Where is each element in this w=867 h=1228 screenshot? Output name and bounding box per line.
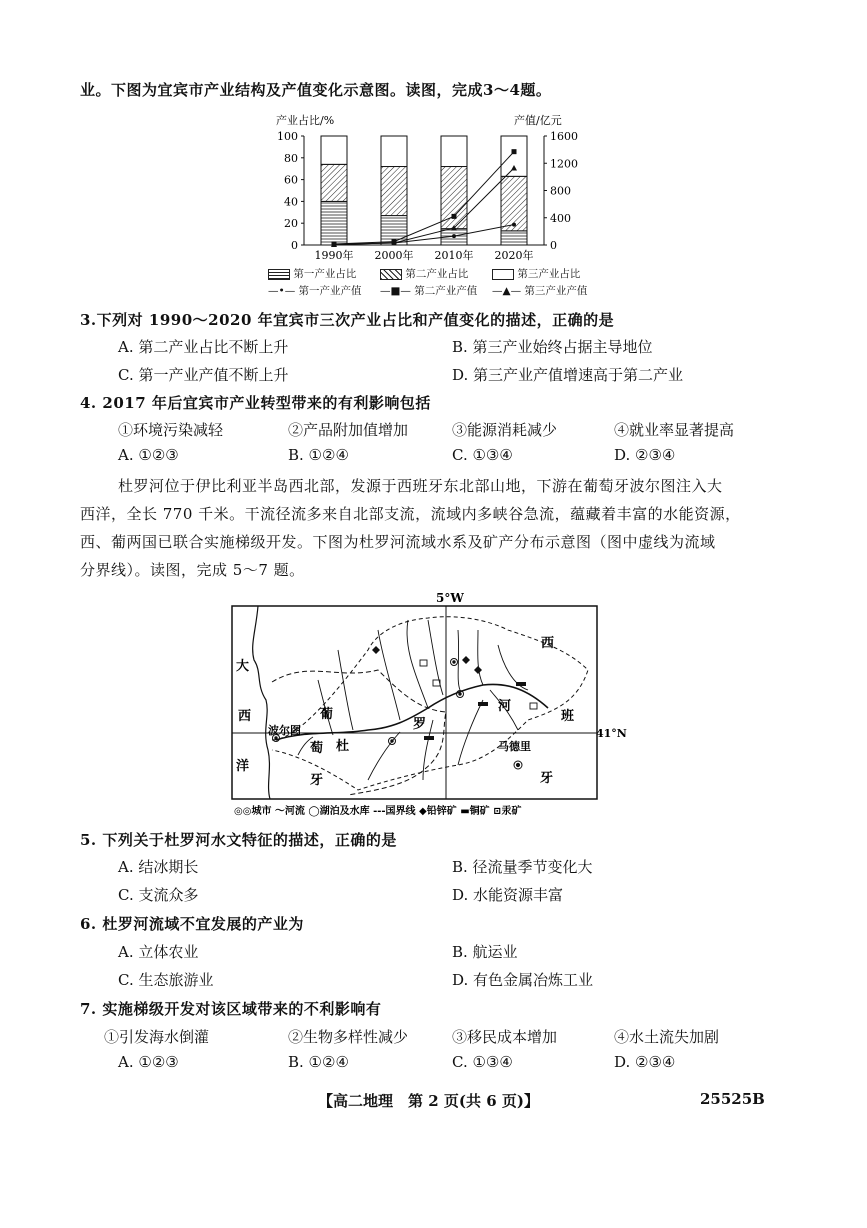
q7-item-4: ④水土流失加剧 bbox=[614, 1028, 720, 1046]
bar-tertiary-share bbox=[321, 136, 347, 164]
bar-secondary-share bbox=[321, 164, 347, 201]
left-tick-label: 80 bbox=[284, 151, 298, 165]
label-ya-pt: 牙 bbox=[310, 773, 324, 788]
label-ya-es: 牙 bbox=[540, 771, 554, 786]
bar-primary-share bbox=[501, 231, 527, 245]
exam-code: 25525B bbox=[700, 1090, 765, 1108]
q5-option-a[interactable]: A. 结冰期长 bbox=[118, 858, 199, 876]
right-tick-label: 0 bbox=[550, 239, 557, 252]
label-du: 杜 bbox=[336, 739, 350, 754]
q4-item-4: ④就业率显著提高 bbox=[614, 421, 735, 439]
q6-option-c[interactable]: C. 生态旅游业 bbox=[118, 971, 214, 989]
passage-line-2: 西洋，全长 770 千米。干流径流多来自北部支流，流域内多峡谷急流，蕴藏着丰富的水能资源， bbox=[80, 505, 741, 523]
passage-line-1: 杜罗河位于伊比利亚半岛西北部，发源于西班牙东北部山地，下游在葡萄牙波尔图注入大 bbox=[118, 477, 723, 495]
q4-option-b[interactable]: B. ①②④ bbox=[288, 446, 349, 464]
q7-option-a[interactable]: A. ①②③ bbox=[118, 1053, 179, 1071]
duero-basin-map bbox=[228, 590, 628, 820]
legend-secondary-share: 第二产业占比 bbox=[405, 268, 469, 280]
q5-stem: 5. 下列关于杜罗河水文特征的描述，正确的是 bbox=[80, 831, 397, 849]
legend-primary-value: 第一产业产值 bbox=[298, 285, 362, 297]
point-secondary-value bbox=[452, 214, 457, 219]
legend-tertiary-value-marker: —▲— bbox=[492, 285, 522, 297]
left-tick-label: 0 bbox=[291, 239, 298, 252]
q4-item-1: ①环境污染减轻 bbox=[118, 421, 224, 439]
coastline bbox=[253, 606, 270, 799]
point-primary-value bbox=[512, 223, 516, 227]
label-xi-es: 西 bbox=[541, 636, 555, 651]
q6-option-a[interactable]: A. 立体农业 bbox=[118, 943, 199, 961]
q4-stem: 4. 2017 年后宜宾市产业转型带来的有利影响包括 bbox=[80, 394, 431, 412]
label-yang: 洋 bbox=[236, 759, 250, 774]
label-tao: 萄 bbox=[310, 741, 324, 756]
left-tick-label: 100 bbox=[277, 130, 298, 143]
q6-option-d[interactable]: D. 有色金属冶炼工业 bbox=[452, 971, 594, 989]
left-tick-label: 20 bbox=[284, 217, 298, 231]
right-axis-title: 产值/亿元 bbox=[514, 114, 562, 127]
line-1 bbox=[334, 225, 514, 245]
legend-secondary-value: 第二产业产值 bbox=[414, 285, 478, 297]
q3-stem: 3.下列对 1990～2020 年宜宾市三次产业占比和产值变化的描述，正确的是 bbox=[80, 311, 615, 329]
label-he: 河 bbox=[498, 699, 512, 714]
latitude-label: 41°N bbox=[596, 727, 627, 740]
map-legend: ◎◎城市 ～河流 ◯湖泊及水库 ---国界线 ◆铅锌矿 ▬铜矿 ⊡汞矿 bbox=[234, 806, 522, 817]
label-da: 大 bbox=[236, 659, 250, 674]
label-ban: 班 bbox=[561, 709, 575, 724]
q3-option-d[interactable]: D. 第三产业产值增速高于第二产业 bbox=[452, 366, 684, 384]
q4-item-2: ②产品附加值增加 bbox=[288, 421, 409, 439]
right-tick-label: 800 bbox=[550, 184, 571, 198]
legend-tertiary-share: 第三产业占比 bbox=[517, 268, 581, 280]
passage-line-3: 西、葡两国已联合实施梯级开发。下图为杜罗河流域水系及矿产分布示意图（图中虚线为流域 bbox=[80, 533, 716, 551]
left-axis-title: 产业占比/% bbox=[276, 114, 335, 127]
right-tick-label: 400 bbox=[550, 211, 571, 225]
q7-item-2: ②生物多样性减少 bbox=[288, 1028, 409, 1046]
right-tick-label: 1600 bbox=[550, 130, 578, 143]
q7-option-d[interactable]: D. ②③④ bbox=[614, 1053, 676, 1071]
passage-line-4: 分界线）。读图，完成 5～7 题。 bbox=[80, 561, 305, 579]
label-pu: 葡 bbox=[320, 707, 334, 722]
label-xi-ocean: 西 bbox=[238, 709, 252, 724]
q5-option-b[interactable]: B. 径流量季节变化大 bbox=[452, 858, 593, 876]
q7-option-c[interactable]: C. ①③④ bbox=[452, 1053, 513, 1071]
q4-option-c[interactable]: C. ①③④ bbox=[452, 446, 513, 464]
q4-item-3: ③能源消耗减少 bbox=[452, 421, 558, 439]
q7-option-b[interactable]: B. ①②④ bbox=[288, 1053, 349, 1071]
q7-stem: 7. 实施梯级开发对该区域带来的不利影响有 bbox=[80, 1000, 382, 1018]
q3-option-c[interactable]: C. 第一产业产值不断上升 bbox=[118, 366, 289, 384]
q4-option-a[interactable]: A. ①②③ bbox=[118, 446, 179, 464]
q6-stem: 6. 杜罗河流域不宜发展的产业为 bbox=[80, 915, 304, 933]
q3-option-a[interactable]: A. 第二产业占比不断上升 bbox=[118, 338, 289, 356]
legend-primary-share: 第一产业占比 bbox=[293, 268, 357, 280]
legend-primary-value-marker: —•— bbox=[268, 285, 296, 297]
bar-tertiary-share bbox=[381, 136, 407, 167]
legend-tertiary-share-swatch bbox=[492, 269, 514, 280]
bar-primary-share bbox=[321, 201, 347, 245]
line-3 bbox=[334, 168, 514, 244]
x-tick-label: 2000年 bbox=[374, 249, 414, 262]
x-tick-label: 2010年 bbox=[434, 249, 474, 262]
legend-secondary-share-swatch bbox=[380, 269, 402, 280]
legend-primary-share-swatch bbox=[268, 269, 290, 280]
bar-secondary-share bbox=[381, 167, 407, 216]
left-tick-label: 40 bbox=[284, 195, 298, 209]
q7-item-3: ③移民成本增加 bbox=[452, 1028, 558, 1046]
left-tick-label: 60 bbox=[284, 173, 298, 187]
q5-option-d[interactable]: D. 水能资源丰富 bbox=[452, 886, 564, 904]
q5-option-c[interactable]: C. 支流众多 bbox=[118, 886, 199, 904]
q4-option-d[interactable]: D. ②③④ bbox=[614, 446, 676, 464]
point-secondary-value bbox=[512, 149, 517, 154]
legend-tertiary-value: 第三产业产值 bbox=[524, 285, 588, 297]
q3-option-b[interactable]: B. 第三产业始终占据主导地位 bbox=[452, 338, 653, 356]
label-luo: 罗 bbox=[413, 717, 427, 732]
longitude-label: 5°W bbox=[436, 591, 464, 605]
x-tick-label: 2020年 bbox=[494, 249, 534, 262]
point-primary-value bbox=[452, 234, 456, 238]
label-porto: 波尔图 bbox=[268, 724, 301, 737]
intro-line: 业。下图为宜宾市产业结构及产值变化示意图。读图，完成3～4题。 bbox=[80, 81, 552, 99]
bar-tertiary-share bbox=[441, 136, 467, 167]
page-footer: 【高二地理 第 2 页(共 6 页)】 bbox=[318, 1092, 539, 1110]
q6-option-b[interactable]: B. 航运业 bbox=[452, 943, 518, 961]
x-tick-label: 1990年 bbox=[314, 249, 354, 262]
label-madrid: 马德里 bbox=[498, 740, 531, 753]
legend-secondary-value-marker: —■— bbox=[380, 285, 411, 297]
right-tick-label: 1200 bbox=[550, 157, 578, 171]
q7-item-1: ①引发海水倒灌 bbox=[104, 1028, 210, 1046]
